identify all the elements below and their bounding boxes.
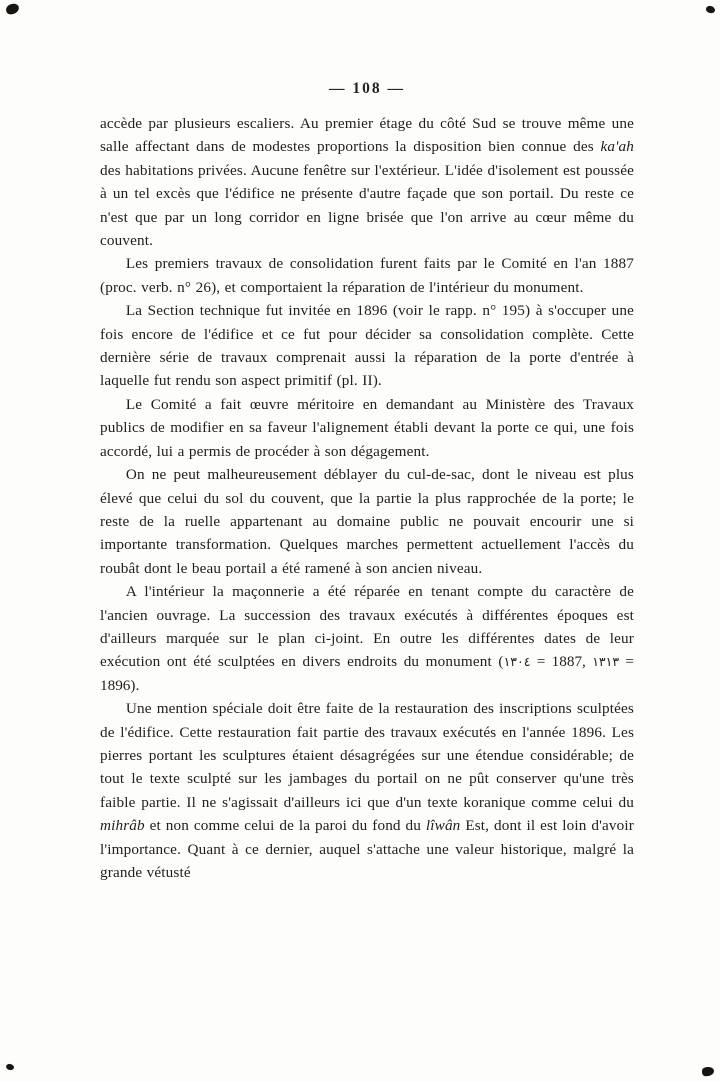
hijri-date-1313: ١٣١٣ xyxy=(592,654,620,670)
scan-artifact-bottom-left xyxy=(5,1063,14,1071)
scan-artifact-top-left xyxy=(5,3,20,15)
paragraph-text: Est, dont il est loin d'avoir l'importance. Quant à ce dernier, auquel s'attache une valeur historique, malgré la grande vétusté xyxy=(100,817,634,881)
scan-artifact-bottom-right xyxy=(702,1066,715,1076)
page-number: — 108 — xyxy=(329,80,405,97)
italic-term-kaah: ka'ah xyxy=(600,138,634,156)
paragraph-3: La Section technique fut invitée en 1896 (voir le rapp. n° 195) à s'occuper une fois encore de l'édifice et ce fut pour décider sa consolidation complète. Cette dernière série de travaux comprenait aussi la réparation de la porte d'entrée à laquelle fut rendu son aspect primitif (pl. II). xyxy=(100,302,634,390)
paragraph-1 xyxy=(100,112,634,252)
paragraph-text: des habitations privées. Aucune fenêtre sur l'extérieur. L'idée d'isolement est poussée à un tel excès que l'édifice ne présente d'autre façade que son portail. Du reste ce n'est que par un long corridor en ligne brisée que l'on arrive au cœur même du couvent. xyxy=(100,161,634,250)
paragraph-5: On ne peut malheureusement déblayer du cul-de-sac, dont le niveau est plus élevé que celui du sol du couvent, que la partie la plus rapprochée de la porte; le reste de la ruelle appartenant au domaine public ne pouvait encourir une si importante transformation. Quelques marches permettent actuellement l'accès du roubât dont le beau portail a été ramené à son ancien niveau. xyxy=(100,466,634,577)
paragraph-text: accède par plusieurs escaliers. Au premier étage du côté Sud se trouve même une salle affectant dans de modestes proportions la disposition bien connue des xyxy=(100,115,634,156)
text-block xyxy=(100,112,634,884)
italic-term-mihrab: mihrâb xyxy=(100,817,145,835)
paragraph-6 xyxy=(100,580,634,697)
scan-artifact-top-right xyxy=(706,5,716,13)
paragraph-7 xyxy=(100,697,634,884)
paragraph-text: = 1887, xyxy=(530,653,593,671)
paragraph-4: Le Comité a fait œuvre méritoire en demandant au Ministère des Travaux publics de modifier en sa faveur l'alignement établi devant la porte ce qui, une fois accordé, lui a permis de procéder à son dégagement. xyxy=(100,395,634,460)
hijri-date-1304: ١٣٠٤ xyxy=(503,654,531,670)
italic-term-liwan: lîwân xyxy=(425,817,461,835)
paragraph-text: = 1896). xyxy=(100,653,634,694)
paragraph-text: et non comme celui de la paroi du fond du xyxy=(144,817,426,835)
paragraph-2: Les premiers travaux de consolidation furent faits par le Comité en l'an 1887 (proc. verb. n° 26), et comportaient la réparation de l'intérieur du monument. xyxy=(100,255,634,296)
paragraph-text: Une mention spéciale doit être faite de la restauration des inscriptions sculptées de l'édifice. Cette restauration fait partie des travaux exécutés en l'année 1896. Les pierres portant les sculptures étaient désagrégées sur une étendue considérable; de tout le texte sculpté sur les jambages du portail on ne pût conserver qu'une très faible partie. Il ne s'agissait d'ailleurs ici que d'un texte koranique comme celui du xyxy=(100,700,634,811)
paragraph-text: A l'intérieur la maçonnerie a été réparée en tenant compte du caractère de l'ancien ouvrage. La succession des travaux exécutés à différentes époques est d'ailleurs marquée sur le plan ci-joint. En outre les différentes dates de leur exécution ont été sculptées en divers endroits du monument ( xyxy=(100,583,634,671)
